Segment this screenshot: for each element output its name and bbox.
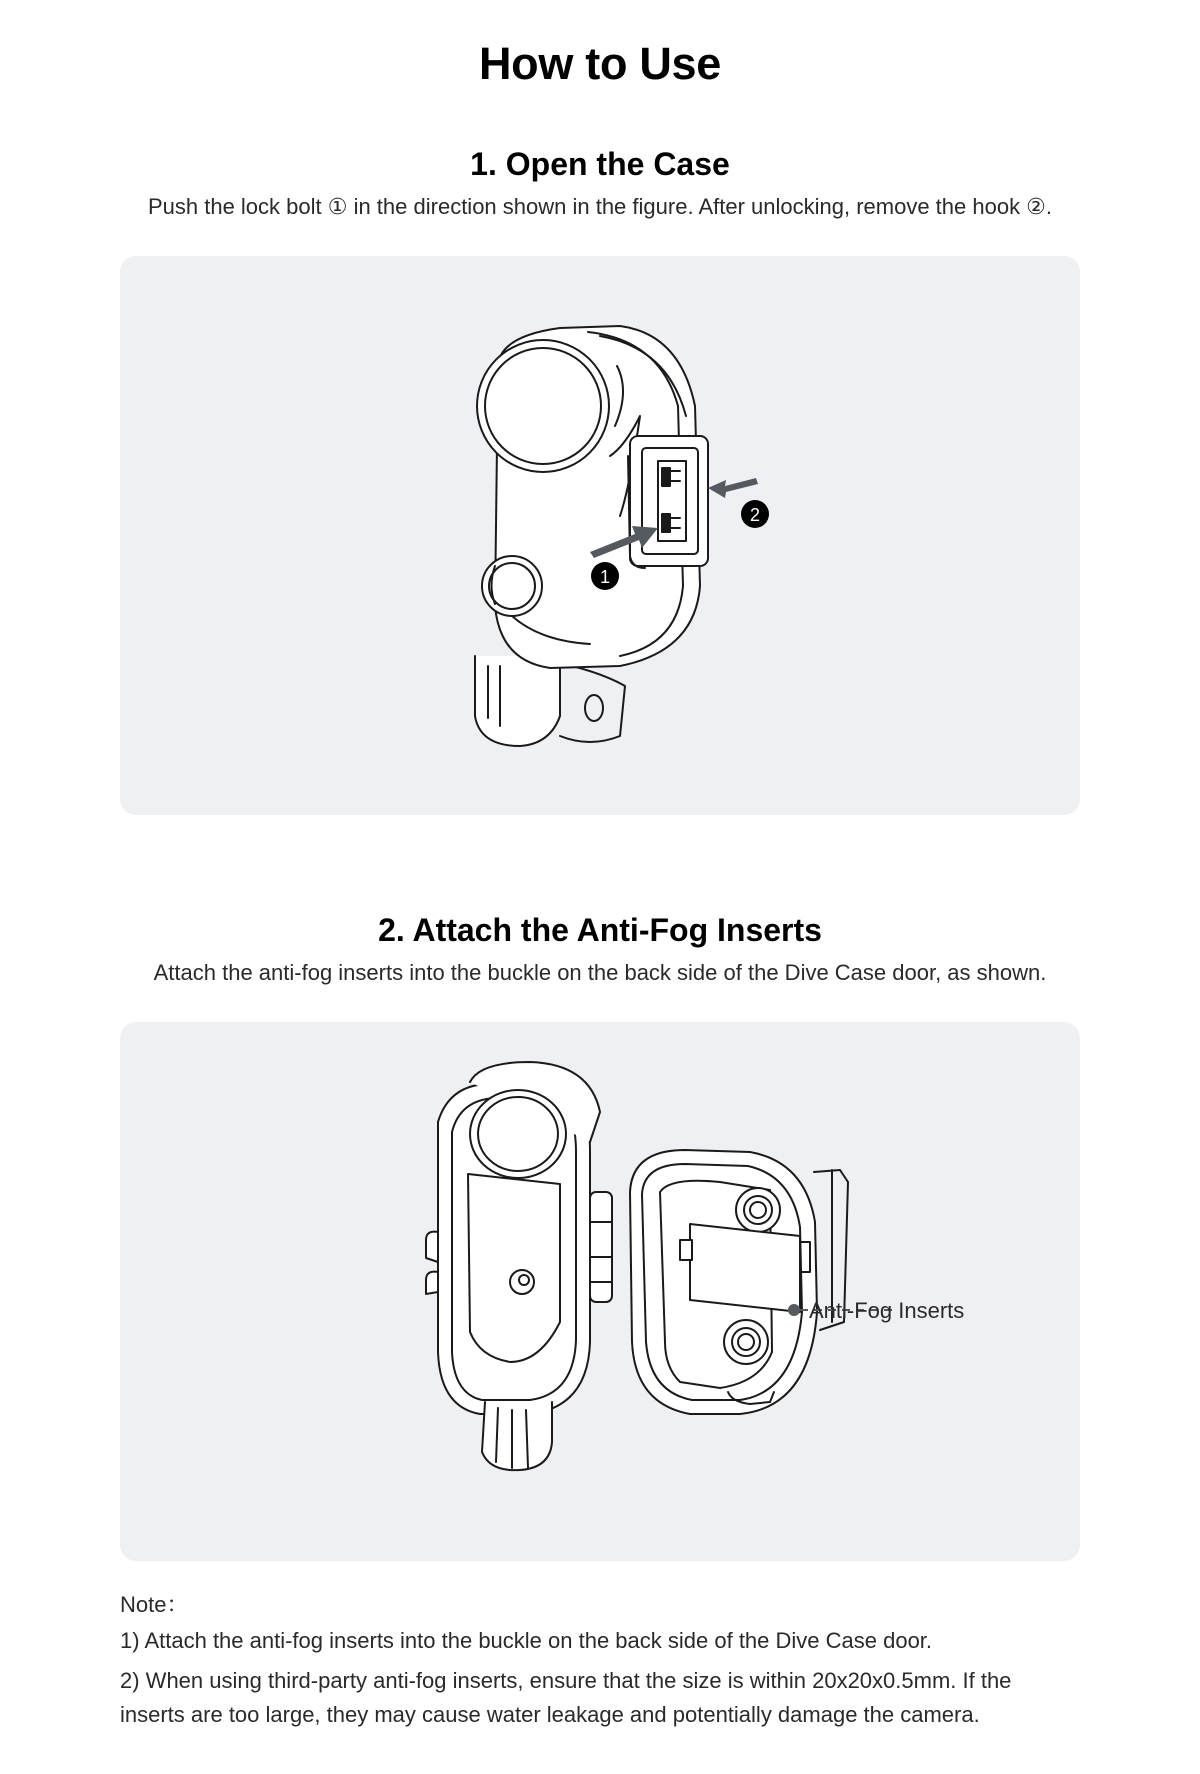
- dive-case-open-illustration: [120, 1022, 1080, 1561]
- step-2-description: Attach the anti-fog inserts into the buckle on the back side of the Dive Case door, as shown.: [153, 960, 1047, 985]
- step-1-title: 1. Open the Case: [470, 146, 730, 182]
- svg-text:1: 1: [599, 567, 611, 587]
- dive-case-closed-illustration: [120, 256, 1080, 815]
- marker-2: [741, 500, 769, 528]
- step-2-figure: [120, 1022, 1080, 1561]
- note-item: 2) When using third-party anti-fog inserts, ensure that the size is within 20x20x0.5mm. If the inserts are too large, they may cause water leakage and potentially damage the camera.: [120, 1668, 1012, 1727]
- note-item: 1) Attach the anti-fog inserts into the buckle on the back side of the Dive Case door.: [120, 1628, 933, 1653]
- note-label: Note：: [120, 1592, 189, 1617]
- svg-text:2: 2: [749, 505, 761, 525]
- page-title: How to Use: [478, 38, 722, 89]
- step-2-title: 2. Attach the Anti-Fog Inserts: [378, 912, 822, 948]
- marker-1: [591, 562, 619, 590]
- step-1-figure: [120, 256, 1080, 815]
- anti-fog-callout-label: Anti-Fog Inserts: [809, 1298, 965, 1323]
- arrow-left-icon: [708, 478, 758, 498]
- step-1-description: Push the lock bolt ① in the direction shown in the figure. After unlocking, remove the hook ②.: [147, 194, 1053, 219]
